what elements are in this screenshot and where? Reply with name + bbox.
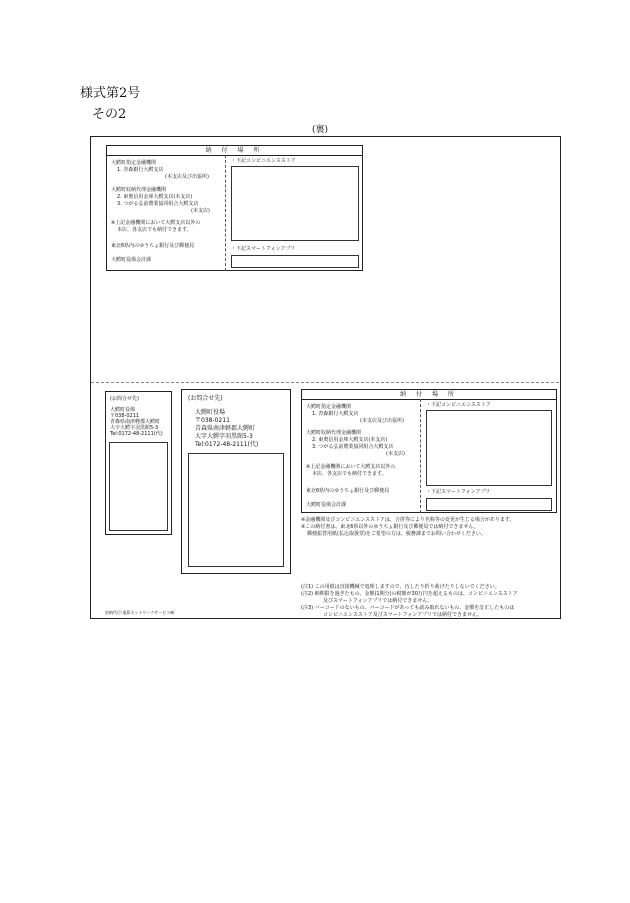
contact-large-line1: 大鰐町役場 — [195, 409, 226, 416]
upper-agent-heading: 大鰐町収納代理金融機関 — [111, 187, 167, 193]
upper-bank-line1: 1. 青森銀行大鰐支店 — [117, 167, 164, 173]
payment-slip-back — [90, 136, 561, 619]
lower-conv-box — [426, 410, 552, 486]
upper-bank-line1-note: (本支店及び出張所) — [165, 174, 209, 180]
contact-small-line1: 大鰐町役場 — [110, 407, 136, 413]
fold-line — [91, 382, 559, 383]
lower-note-line2: 本店、各支店でも納付できます。 — [312, 471, 387, 477]
remark-2: ※この納付書は、東北6県以外のゆうちょ銀行及び郵便局では納付できません。 — [301, 524, 479, 530]
contact-large-heading: (お問合せ先) — [188, 395, 223, 402]
lower-app-label: ・下記スマートフォンアプリ — [426, 489, 491, 495]
contact-small-line4: 大字大鰐字羽黒館5-3 — [110, 425, 159, 431]
lower-header: 納 付 場 所 — [302, 390, 556, 400]
remark-1: ※金融機関及びコンビニエンスストアは、合併等により名称等の変更が生じる場合があります。 — [301, 517, 515, 523]
lower-payment-location-box — [301, 389, 557, 513]
upper-post-line: 東北6県内のゆうちょ銀行及び郵便局 — [111, 243, 195, 249]
remark-3: 郵便振替用紙(払込取扱票)をご希望の方は、税務課までお問い合わせください。 — [307, 531, 486, 537]
upper-app-box — [231, 255, 359, 268]
upper-agent-line3: 3. つがる弘前農業協同組合大鰐支店 — [117, 201, 199, 207]
contact-large-line4: 大字大鰐字羽黒館5-3 — [195, 433, 253, 440]
contact-box-small — [105, 391, 172, 535]
upper-note-line2: 本店、各支店でも納付できます。 — [117, 227, 192, 233]
lower-office-line: 大鰐町役場会計課 — [306, 502, 347, 508]
vendor-footer: 収納代行:電算ネットワークサービス㈱ — [105, 610, 175, 615]
upper-divider — [225, 155, 226, 271]
form-subtitle: その2 — [92, 107, 127, 122]
contact-small-window — [109, 442, 168, 531]
lower-agent-heading: 大鰐町収納代理金融機関 — [306, 430, 362, 436]
contact-small-line2: 〒038-0211 — [110, 413, 140, 419]
upper-conv-box — [231, 166, 359, 241]
lower-bank-line1: 1. 青森銀行大鰐支店 — [312, 411, 359, 417]
upper-office-line: 大鰐町役場会計課 — [111, 257, 152, 263]
contact-large-window — [188, 453, 284, 567]
lower-divider — [420, 399, 421, 513]
contact-small-heading: (お問合せ先) — [110, 396, 139, 402]
contact-box-large — [181, 389, 291, 574]
lower-bank-line1-note: (本支店及び出張所) — [360, 418, 404, 424]
lower-agent-line2: 2. 東奥信用金庫大鰐支店(本支店) — [312, 437, 388, 443]
upper-agent-line2: 2. 東奥信用金庫大鰐支店(本支店) — [117, 194, 193, 200]
upper-payment-location-box — [106, 145, 363, 271]
upper-note-line1: ※上記金融機関において大鰐支店以外の — [111, 220, 201, 226]
form-number: 様式第2号 — [80, 86, 141, 101]
upper-conv-label: ・下記コンビニエンスストア — [231, 158, 296, 164]
contact-large-line3: 青森県南津軽郡大鰐町 — [195, 425, 256, 432]
upper-app-label: ・下記スマートフォンアプリ — [231, 246, 296, 252]
lower-bank-heading: 大鰐町指定金融機関 — [306, 404, 352, 410]
lower-agent-line3-note: (本支店) — [386, 451, 405, 457]
lower-note-line1: ※上記金融機関において大鰐支店以外の — [306, 464, 396, 470]
upper-bank-heading: 大鰐町指定金融機関 — [111, 160, 157, 166]
contact-small-line5: Tel:0172-48-2111(代) — [110, 431, 163, 437]
lower-agent-line3: 3. つがる弘前農業協同組合大鰐支店 — [312, 444, 394, 450]
upper-agent-line3-note: (本支店) — [191, 208, 210, 214]
note-2b: 及びスマートフォンアプリでは納付できません。 — [323, 598, 433, 604]
lower-app-box — [426, 498, 552, 511]
upper-header: 納 付 場 所 — [107, 146, 362, 156]
note-3a: (注3) バーコードのないもの、バーコードがあっても読み取れないもの、金額を訂正したものは — [301, 605, 515, 611]
contact-large-line2: 〒038-0211 — [195, 417, 230, 424]
note-1: (注1) この用紙は直接機械で処理しますので、汚したり折り曲げたりしないでください。 — [301, 584, 500, 590]
lower-post-line: 東北6県内のゆうちょ銀行及び郵便局 — [306, 488, 390, 494]
lower-conv-label: ・下記コンビニエンスストア — [426, 402, 491, 408]
note-2a: (注2) 納期限を過ぎたもの、金額(1期分)の税額が30万円を超えるものは、コンビニエンスストア — [301, 591, 518, 597]
note-3b: コンビニエンスストア及びスマートフォンアプリでは納付できません。 — [323, 612, 483, 618]
reverse-side-label: (裏) — [312, 125, 329, 135]
contact-small-line3: 青森県南津軽郡大鰐町 — [110, 419, 161, 425]
contact-large-line5: Tel:0172-48-2111(代) — [195, 441, 259, 448]
